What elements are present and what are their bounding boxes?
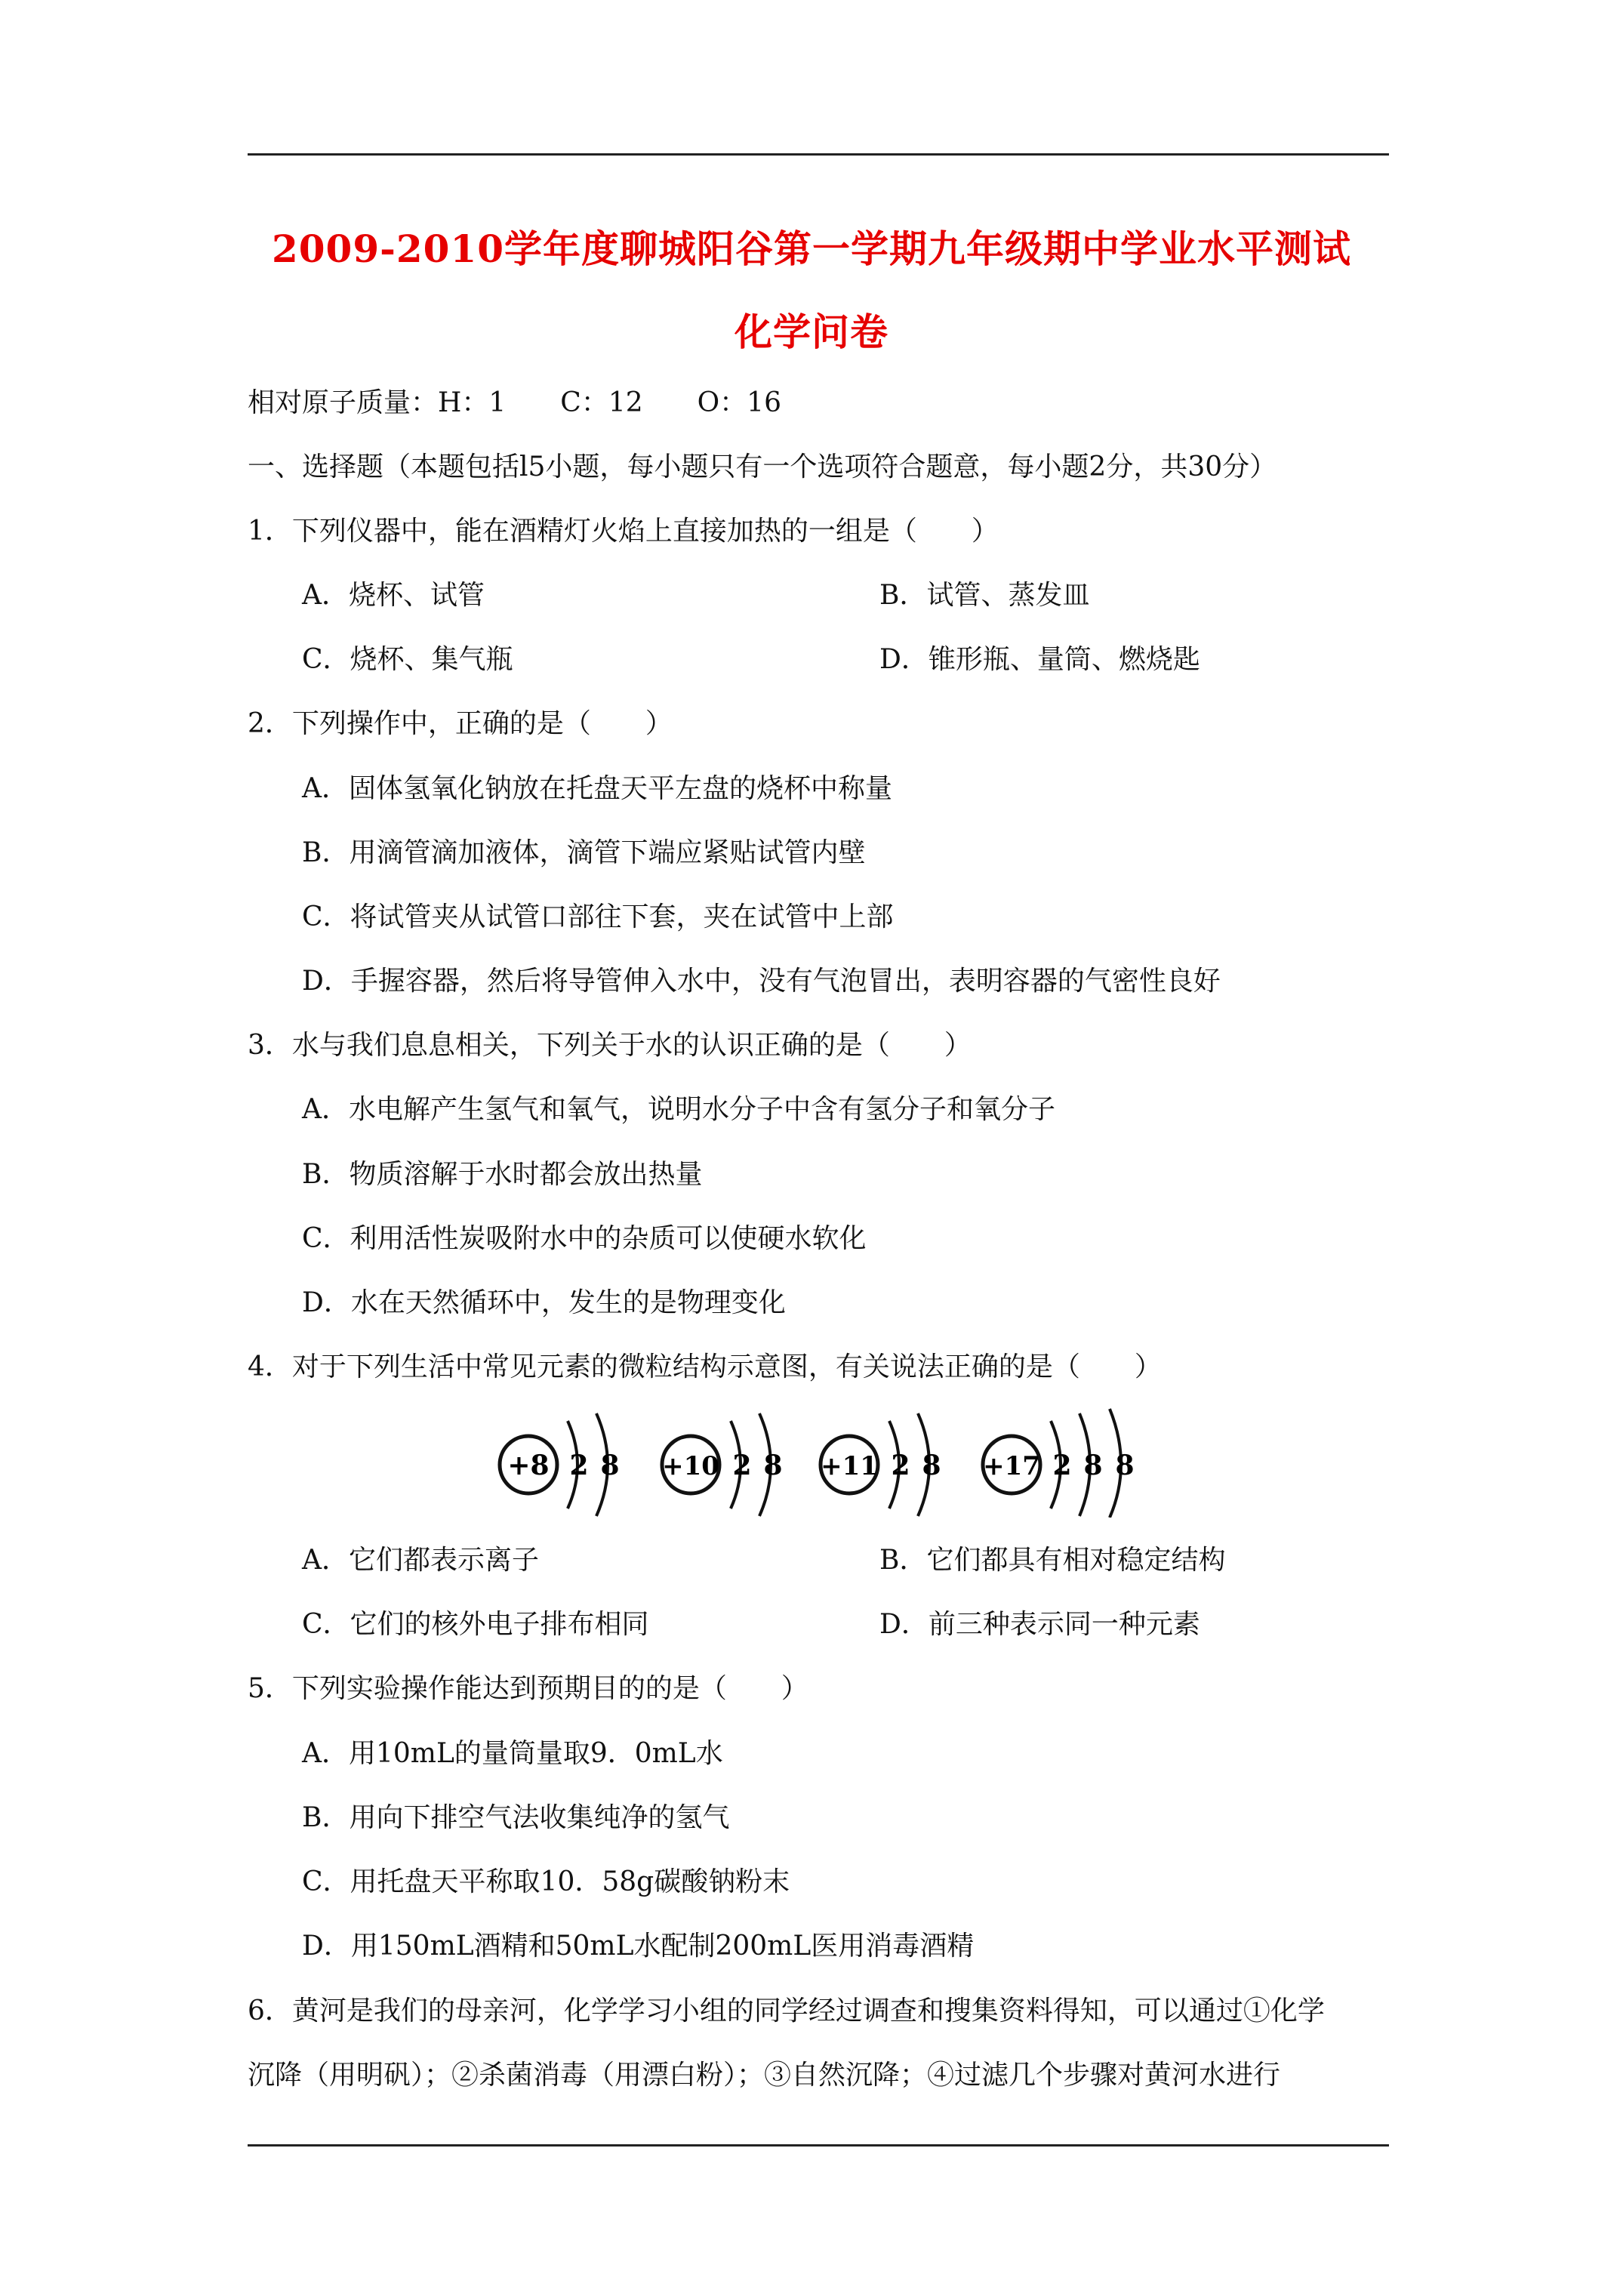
question-5-stem: 5．下列实验操作能达到预期目的的是（ ）: [248, 1673, 808, 1704]
q3-option-d: D．水在天然循环中，发生的是物理变化: [302, 1287, 786, 1318]
shell-electron-count: 2: [891, 1450, 910, 1481]
atom-diagram-sodium: [821, 1413, 941, 1516]
shell-electron-count: 8: [600, 1450, 620, 1481]
atom-diagram-oxygen: [500, 1413, 620, 1516]
question-6-continuation: 沉降（用明矾）；②杀菌消毒（用漂白粉）；③自然沉降；④过滤几个步骤对黄河水进行: [248, 2060, 1281, 2091]
question-3-stem: 3．水与我们息息相关，下列关于水的认识正确的是（ ）: [248, 1030, 972, 1061]
question-4-stem: 4．对于下列生活中常见元素的微粒结构示意图，有关说法正确的是（ ）: [248, 1351, 1162, 1382]
q2-option-b: B．用滴管滴加液体，滴管下端应紧贴试管内壁: [302, 837, 866, 868]
q4-option-c: C．它们的核外电子排布相同: [302, 1609, 649, 1640]
atom-diagram-chlorine: [983, 1409, 1135, 1518]
q4-option-d: D．前三种表示同一种元素: [879, 1609, 1200, 1640]
atomic-structure-diagrams: [483, 1404, 1163, 1518]
q5-option-d: D．用150mL酒精和50mL水配制200mL医用消毒酒精: [302, 1931, 975, 1962]
shell-electron-count: 2: [732, 1450, 752, 1481]
shell-electron-count: 8: [1083, 1450, 1103, 1481]
q2-option-a: A．固体氢氧化钠放在托盘天平左盘的烧杯中称量: [302, 773, 892, 804]
shell-electron-count: 2: [1052, 1450, 1072, 1481]
shell-electron-count: 2: [569, 1450, 589, 1481]
q5-option-a: A．用10mL的量筒量取9．0mL水: [302, 1738, 723, 1769]
q1-option-a: A．烧杯、试管: [302, 580, 485, 611]
page-subtitle: 化学问卷: [735, 310, 888, 354]
q2-option-c: C．将试管夹从试管口部往下套，夹在试管中上部: [302, 901, 894, 932]
question-1-stem: 1．下列仪器中，能在酒精灯火焰上直接加热的一组是（ ）: [248, 516, 999, 547]
q5-option-b: B．用向下排空气法收集纯净的氢气: [302, 1802, 730, 1833]
shell-electron-count: 8: [1115, 1450, 1135, 1481]
nucleus-charge: +8: [507, 1450, 550, 1481]
q4-option-b: B．它们都具有相对稳定结构: [879, 1545, 1226, 1576]
nucleus-charge: +10: [662, 1451, 719, 1481]
shell-electron-count: 8: [763, 1450, 783, 1481]
q4-option-a: A．它们都表示离子: [302, 1545, 539, 1576]
question-2-stem: 2．下列操作中，正确的是（ ）: [248, 708, 673, 739]
q2-option-d: D．手握容器，然后将导管伸入水中，没有气泡冒出，表明容器的气密性良好: [302, 966, 1221, 997]
atomic-masses: 相对原子质量：H：1 C：12 O：16: [248, 387, 781, 418]
nucleus-charge: +11: [821, 1451, 878, 1481]
q1-option-d: D．锥形瓶、量筒、燃烧匙: [879, 644, 1200, 675]
atom-diagram-neon: [662, 1413, 783, 1516]
q1-option-b: B．试管、蒸发皿: [879, 580, 1090, 611]
top-rule: [248, 153, 1389, 156]
q3-option-c: C．利用活性炭吸附水中的杂质可以使硬水软化: [302, 1223, 867, 1254]
page-title: 2009-2010学年度聊城阳谷第一学期九年级期中学业水平测试: [271, 227, 1352, 271]
q3-option-a: A．水电解产生氢气和氧气，说明水分子中含有氢分子和氧分子: [302, 1094, 1055, 1125]
shell-electron-count: 8: [922, 1450, 941, 1481]
q5-option-c: C．用托盘天平称取10．58g碳酸钠粉末: [302, 1866, 790, 1897]
nucleus-charge: +17: [983, 1451, 1040, 1481]
q3-option-b: B．物质溶解于水时都会放出热量: [302, 1159, 703, 1190]
bottom-rule: [248, 2144, 1389, 2147]
question-6-stem: 6．黄河是我们的母亲河，化学学习小组的同学经过调查和搜集资料得知，可以通过①化学: [248, 1996, 1325, 2026]
q1-option-c: C．烧杯、集气瓶: [302, 644, 513, 675]
section-heading: 一、选择题（本题包括l5小题，每小题只有一个选项符合题意，每小题2分，共30分）: [248, 451, 1277, 482]
